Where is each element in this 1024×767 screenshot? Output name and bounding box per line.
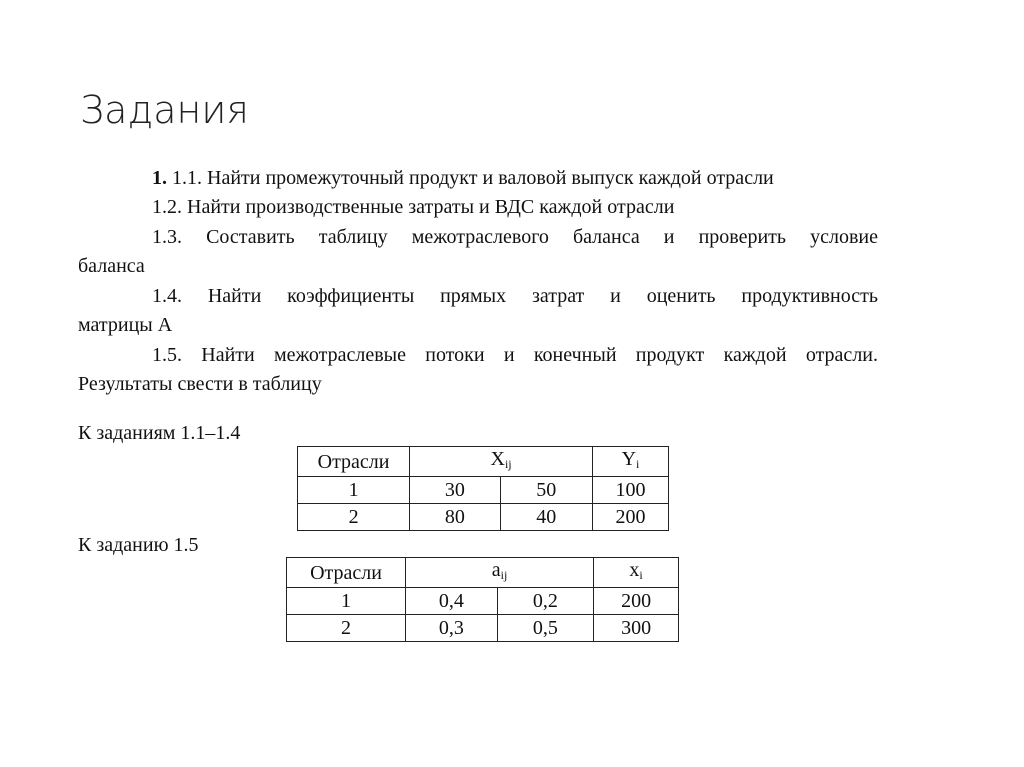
table-row (287, 588, 679, 615)
table-row (298, 504, 669, 531)
task-1-3: 1.3. Составить таблицу межотраслевого баланса и проверить условие (152, 226, 878, 248)
cell: 2 (298, 504, 410, 531)
slide-title: Задания (80, 88, 249, 132)
cell: 200 (594, 588, 679, 615)
cell: 40 (500, 504, 592, 531)
header-yi: $Y_i$ (592, 447, 668, 477)
header-sector: Отрасли (287, 558, 406, 588)
task-1-4-cont: матрицы А (78, 314, 173, 336)
table1 (297, 446, 669, 531)
task-1-4: 1.4. Найти коэффициенты прямых затрат и оценить продуктивность (152, 285, 878, 307)
table-header (287, 558, 679, 588)
cell: 0,4 (406, 588, 498, 615)
cell: 1 (298, 477, 410, 504)
task-1-3-cont: баланса (78, 255, 145, 277)
table-header (298, 447, 669, 477)
table2 (286, 557, 679, 642)
cell: 0,3 (406, 615, 498, 642)
cell: 2 (287, 615, 406, 642)
header-aij: $a_{ij}$ (406, 558, 594, 588)
task-text: 1.1. Найти промежуточный продукт и валовой выпуск каждой отрасли (172, 167, 774, 189)
cell: 0,2 (497, 588, 594, 615)
cell: 80 (410, 504, 500, 531)
table-row (287, 615, 679, 642)
cell: 50 (500, 477, 592, 504)
cell: 0,5 (497, 615, 594, 642)
cell: 300 (594, 615, 679, 642)
cell: 1 (287, 588, 406, 615)
task-1-2: 1.2. Найти производственные затраты и ВДС каждой отрасли (152, 196, 675, 218)
header-xij: $X_{ij}$ (410, 447, 593, 477)
task-1-5: 1.5. Найти межотраслевые потоки и конечный продукт каждой отрасли. (152, 344, 878, 366)
task-1-1 (78, 166, 878, 190)
cell: 200 (592, 504, 668, 531)
cell: 30 (410, 477, 500, 504)
header-xi: $x_i$ (594, 558, 679, 588)
table1-caption: К заданиям 1.1–1.4 (78, 422, 241, 444)
table-row (298, 477, 669, 504)
task-number: 1. (152, 167, 167, 189)
header-sector: Отрасли (298, 447, 410, 477)
cell: 100 (592, 477, 668, 504)
table2-caption: К заданию 1.5 (78, 534, 199, 556)
task-1-5-cont: Результаты свести в таблицу (78, 373, 322, 395)
